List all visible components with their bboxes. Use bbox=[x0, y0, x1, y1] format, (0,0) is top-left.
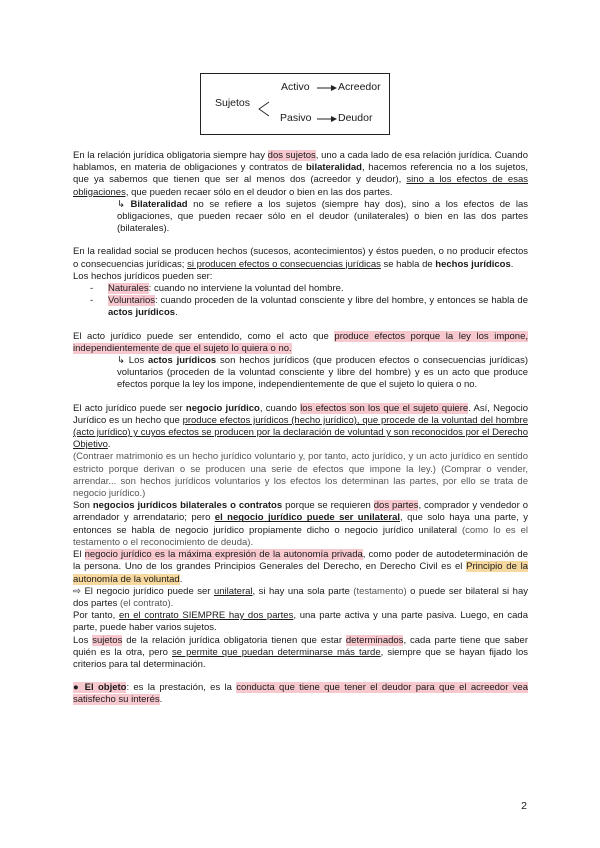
paragraph-bilateralidad: ↳ Bilateralidad no se refiere a los sujetos (siempre hay dos), sino a los efectos de las obligaciones, que pueden recaer sólo en el deudor (unilaterales) o bien en las dos partes (bilaterales). bbox=[117, 198, 528, 235]
page-number: 2 bbox=[521, 800, 527, 812]
paragraph-sujetos-determinados: Los sujetos de la relación jurídica obligatoria tienen que estar determinados, cada parte tiene que saber quién es la otra, pero se permite que puedan determinarse más tarde, siempre que se hayan fijado los criterios para tal determinación. bbox=[73, 634, 529, 670]
paragraph-1: En la relación jurídica obligatoria siempre hay dos sujetos, uno a cada lado de esa relación jurídica. Cuando hablamos, en materia de obligaciones y contratos de bilateralidad, hacemos referencia no a los sujetos, que ya sabemos que tienen que ser al menos dos (acreedor y deudor), sino a los efectos de esas obligaciones, que pueden recaer sólo en el deudor o bien en las dos partes. bbox=[73, 150, 528, 198]
paragraph-actos-juridicos: ↳ Los actos jurídicos son hechos jurídicos (que producen efectos o consecuencias jurídicas) voluntarios (proceden de la voluntad consciente y libre del hombre) y es un acto que produce efectos porque la ley los impone, independientemente de que el sujeto lo quiera o no. bbox=[117, 355, 528, 391]
diagram-pasivo: Pasivo bbox=[280, 112, 312, 124]
paragraph-objeto: ● El objeto: es la prestación, es la conducta que tiene que tener el deudor para que el acreedor vea satisfecho su interés. bbox=[73, 682, 528, 706]
paragraph-unilateral: ⇨ El negocio jurídico puede ser unilateral, si hay una sola parte (testamento) o puede ser bilateral si hay dos partes (el contrato). bbox=[73, 585, 528, 609]
paragraph-hechos: En la realidad social se producen hechos (sucesos, acontecimientos) y éstos pueden, o no producir efectos o consecuencias jurídicas; si producen efectos o consecuencias jurídicas se habla de hechos jurídicos. bbox=[73, 246, 528, 270]
paragraph-hechos-list-intro: Los hechos jurídicos pueden ser: bbox=[73, 270, 213, 282]
document-body bbox=[73, 150, 528, 707]
paragraph-acto-juridico: El acto jurídico puede ser entendido, como el acto que produce efectos porque la ley los impone, independientemente de que el sujeto lo quiera o no. bbox=[73, 330, 528, 354]
diagram-deudor: Deudor bbox=[338, 112, 373, 124]
list-item-naturales: - Naturales: cuando no interviene la voluntad del hombre. bbox=[90, 283, 344, 295]
paragraph-negocios-bilaterales: Son negocios jurídicos bilaterales o contratos porque se requieren dos partes, comprador y vendedor o arrendador y arrendatario; pero el negocio jurídico puede ser unilateral, que solo haya una parte, y entonces se habla de negocio jurídico propiamente dicho o negocio jurídico unilateral (como lo es el testamento o el reconocimiento de deuda). bbox=[73, 500, 528, 548]
diagram-sujetos: Sujetos bbox=[215, 97, 251, 109]
subjects-diagram bbox=[200, 73, 390, 135]
paragraph-contrato: Por tanto, en el contrato SIEMPRE hay dos partes, una parte activa y una parte pasiva. Luego, en cada parte, puede haber varios sujetos. bbox=[73, 610, 528, 634]
paragraph-negocio-juridico: El acto jurídico puede ser negocio jurídico, cuando los efectos son los que el sujeto quiere. Así, Negocio Jurídico es un hecho que produce efectos jurídicos (hecho jurídico), que procede de la voluntad del hombre (acto jurídico) y cuyos efectos se producen por la declaración de voluntad y son reconocidos por el Derecho Objetivo. bbox=[73, 402, 529, 451]
list-item-voluntarios: - Voluntarios: cuando proceden de la voluntad consciente y libre del hombre, y entonces se habla de actos jurídicos. bbox=[90, 295, 528, 319]
paragraph-ejemplos: (Contraer matrimonio es un hecho jurídico voluntario y, por tanto, acto jurídico, y un acto jurídico en sentido estricto porque derivan o se producen una serie de efectos que impone la ley.) (Comprar o vender, arrendar... son hechos jurídicos voluntarios y los efectos los determinan las partes, por ello se trata de negocio jurídico.) bbox=[73, 451, 528, 500]
diagram-activo: Activo bbox=[281, 81, 310, 93]
diagram-acreedor: Acreedor bbox=[338, 81, 381, 93]
paragraph-autonomia: El negocio jurídico es la máxima expresión de la autonomía privada, como poder de autodeterminación de la persona. Uno de los grandes Principios Generales del Derecho, en Derecho Civil es el Principio de la autonomía de la voluntad. bbox=[73, 549, 528, 585]
